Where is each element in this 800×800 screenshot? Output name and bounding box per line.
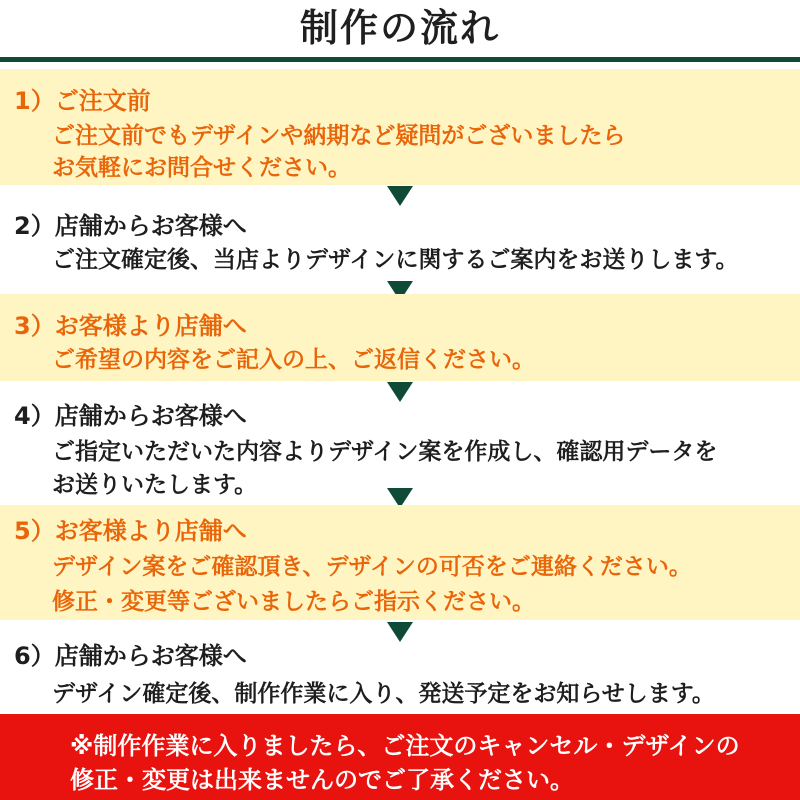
- step-heading: 1）ご注文前: [14, 87, 151, 115]
- step-text: ご希望の内容をご記入の上、ご返信ください。: [52, 347, 535, 373]
- step-6: [0, 632, 800, 712]
- page-title: 制作の流れ: [299, 6, 500, 50]
- header-rule: [0, 57, 800, 62]
- step-text: お気軽にお問合せください。: [52, 155, 351, 181]
- notice-text: 修正・変更は出来ませんのでご了承ください。: [70, 766, 574, 794]
- step-heading: 2）店舗からお客様へ: [14, 212, 247, 240]
- step-1: [0, 69, 800, 185]
- step-text: デザイン確定後、制作作業に入り、発送予定をお知らせします。: [52, 681, 715, 707]
- step-text: お送りいたします。: [52, 472, 258, 498]
- header: [0, 0, 800, 62]
- step-2: [0, 203, 800, 283]
- step-heading: 6）店舗からお客様へ: [14, 642, 247, 670]
- cancellation-notice: [0, 714, 800, 800]
- step-heading: 3）お客様より店舗へ: [14, 312, 247, 340]
- step-text: 修正・変更等ございましたらご指示ください。: [52, 589, 535, 615]
- step-heading: 5）お客様より店舗へ: [14, 517, 247, 545]
- step-text: デザイン案をご確認頂き、デザインの可否をご連絡ください。: [52, 554, 692, 580]
- step-heading: 4）店舗からお客様へ: [14, 402, 247, 430]
- step-5: [0, 505, 800, 620]
- step-text: ご注文確定後、当店よりデザインに関するご案内をお送りします。: [52, 247, 739, 273]
- step-text: ご指定いただいた内容よりデザイン案を作成し、確認用データを: [52, 439, 718, 465]
- step-4: [0, 393, 800, 498]
- step-3: [0, 294, 800, 381]
- notice-text: ※制作作業に入りましたら、ご注文のキャンセル・デザインの: [70, 732, 740, 760]
- step-text: ご注文前でもデザインや納期など疑問がございましたら: [52, 123, 626, 149]
